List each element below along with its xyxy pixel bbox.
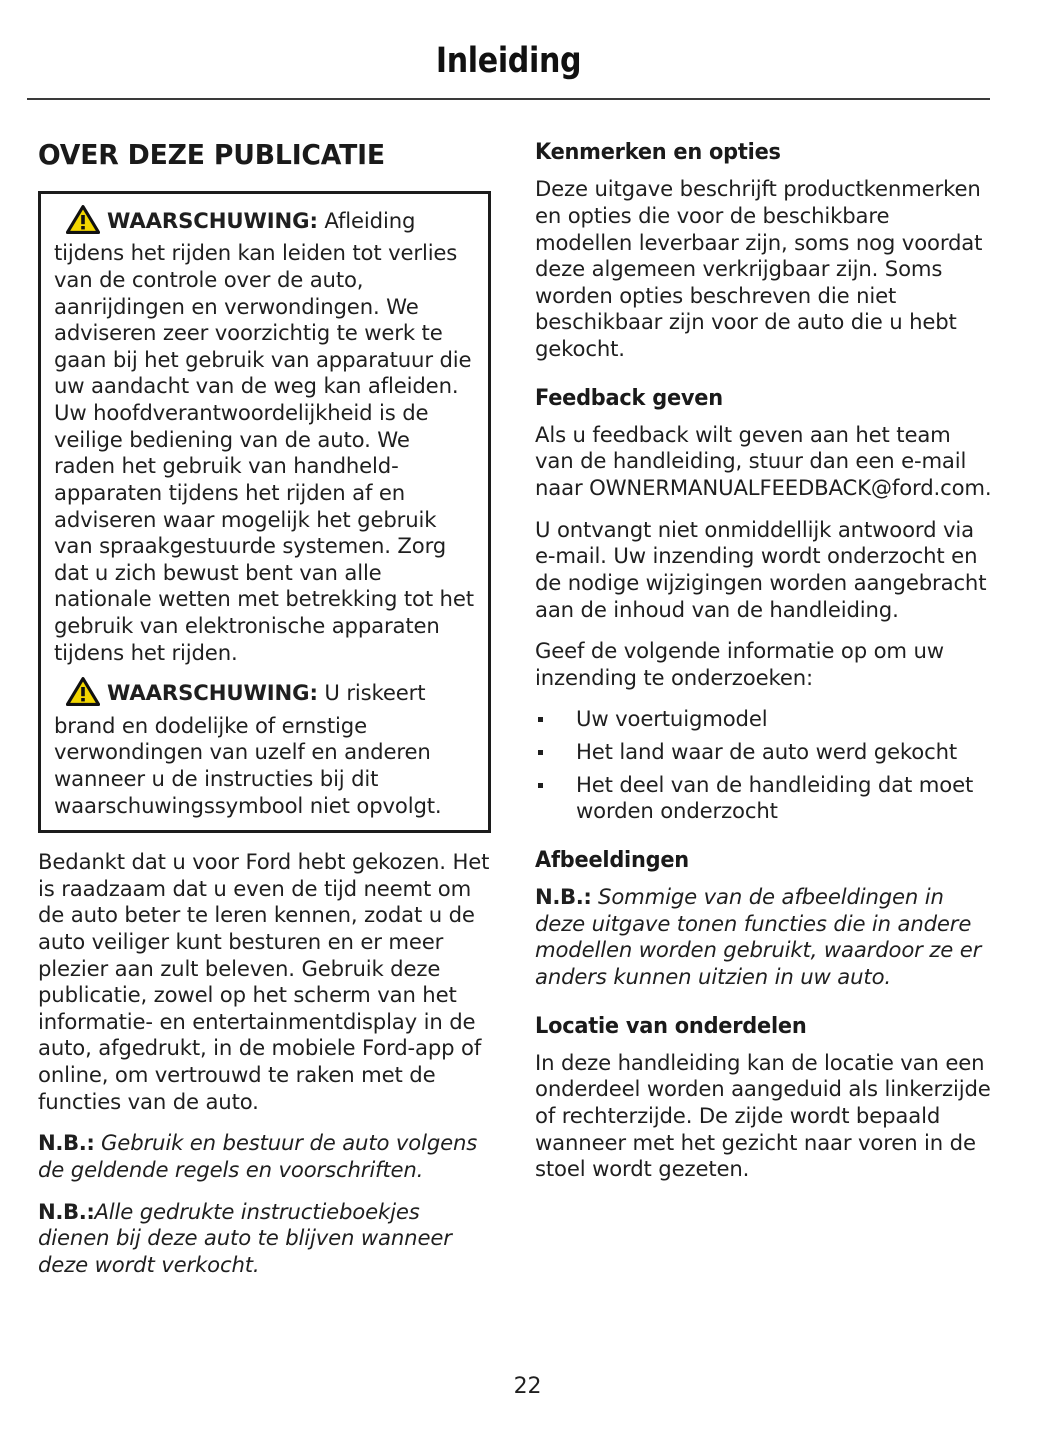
list-item xyxy=(535,772,993,825)
square-bullet-icon xyxy=(538,717,543,722)
note-text: Sommige van de afbeeldingen in deze uitgave tonen functies die in andere modellen worden gebruikt, waardoor ze er anders kunnen uitzien in uw auto. xyxy=(535,884,982,989)
feedback-paragraph-2: U ontvangt niet onmiddellijk antwoord via e-mail. Uw inzending wordt onderzocht en de nodige wijzigingen worden aangebracht aan de inhoud van de handleiding. xyxy=(535,516,987,622)
list-item-label: Het deel van de handleiding dat moet worden onderzocht xyxy=(576,771,974,824)
note-text: Alle gedrukte instructieboekjes dienen bij deze auto te blijven wanneer deze wordt verkocht. xyxy=(38,1198,452,1277)
warning-paragraph-2 xyxy=(54,677,476,819)
note-2 xyxy=(38,1199,490,1279)
warning-label-1: WAARSCHUWING: xyxy=(107,207,318,233)
list-item-label: Uw voertuigmodel xyxy=(576,706,768,732)
feedback-bullet-list xyxy=(535,706,993,824)
warning-text-2: U riskeert brand en dodelijke of ernstige verwondingen van uzelf en anderen wanneer u de instructies bij dit waarschuwingssymbool niet opvolgt. xyxy=(54,680,442,818)
heading-parts-location: Locatie van onderdelen xyxy=(535,1013,807,1039)
feedback-paragraph-3: Geef de volgende informatie op om uw inzending te onderzoeken: xyxy=(535,638,944,690)
note-text: Gebruik en bestuur de auto volgens de geldende regels en voorschriften. xyxy=(38,1130,478,1182)
header-divider xyxy=(27,98,990,100)
note-1 xyxy=(38,1130,490,1183)
warning-triangle-icon xyxy=(66,677,100,713)
heading-illustrations: Afbeeldingen xyxy=(535,847,689,873)
warning-paragraph-1 xyxy=(54,205,476,666)
warning-label-2: WAARSCHUWING: xyxy=(107,680,318,706)
list-item xyxy=(535,739,993,766)
feedback-paragraph-1: Als u feedback wilt geven aan het team van de handleiding, stuur dan een e-mail naar OWNERMANUALFEEDBACK@ford.com. xyxy=(535,421,992,501)
square-bullet-icon xyxy=(538,750,543,755)
features-paragraph: Deze uitgave beschrijft productkenmerken en opties die voor de beschikbare modellen leverbaar zijn, soms nog voordat deze algemeen verkrijgbaar zijn. Soms worden opties beschreven die niet beschikbaar zijn voor de auto die u hebt gekocht. xyxy=(535,176,983,361)
warning-box xyxy=(38,191,491,833)
note-label: N.B.: xyxy=(535,884,592,910)
list-item xyxy=(535,706,993,733)
page-header xyxy=(27,42,990,81)
warning-text-1: Afleiding tijdens het rijden kan leiden tot verlies van de controle over de auto, aanrijdingen en verwondingen. We adviseren zeer voorzichtig te werk te gaan bij het gebruik van apparatuur die uw aandacht van de weg kan afleiden. Uw hoofdverantwoordelijkheid is de veilige bediening van de auto. We raden het gebruik van handheld-apparaten tijdens het rijden af en adviseren waar mogelijk het gebruik van spraakgestuurde systemen. Zorg dat u zich bewust bent van alle nationale wetten met betrekking tot het gebruik van elektronische apparaten tijdens het rijden. xyxy=(54,207,474,665)
heading-feedback: Feedback geven xyxy=(535,385,723,411)
intro-paragraph: Bedankt dat u voor Ford hebt gekozen. Het is raadzaam dat u even de tijd neemt om de auto beter te leren kennen, zodat u de auto veiliger kunt besturen en er meer plezier aan zult beleven. Gebruik deze publicatie, zowel op het scherm van het informatie- en entertainmentdisplay in de auto, afgedrukt, in de mobiele Ford-app of online, om vertrouwd te raken met de functies van de auto. xyxy=(38,849,490,1114)
parts-location-paragraph: In deze handleiding kan de locatie van een onderdeel worden aangeduid als linkerzijde of rechterzijde. De zijde wordt bepaald wanneer met het gezicht naar voren in de stoel wordt gezeten. xyxy=(535,1049,991,1182)
square-bullet-icon xyxy=(538,783,543,788)
left-column xyxy=(38,140,490,1278)
illustrations-note xyxy=(535,884,993,990)
page-title: Inleiding xyxy=(435,41,582,81)
note-label: N.B.: xyxy=(38,1198,95,1224)
list-item-label: Het land waar de auto werd gekocht xyxy=(576,738,958,764)
page-number: 22 xyxy=(513,1374,542,1399)
note-label: N.B.: xyxy=(38,1130,95,1156)
heading-features: Kenmerken en opties xyxy=(535,140,781,165)
right-column xyxy=(535,140,993,1183)
warning-triangle-icon xyxy=(66,205,100,241)
section-title: OVER DEZE PUBLICATIE xyxy=(38,139,385,171)
